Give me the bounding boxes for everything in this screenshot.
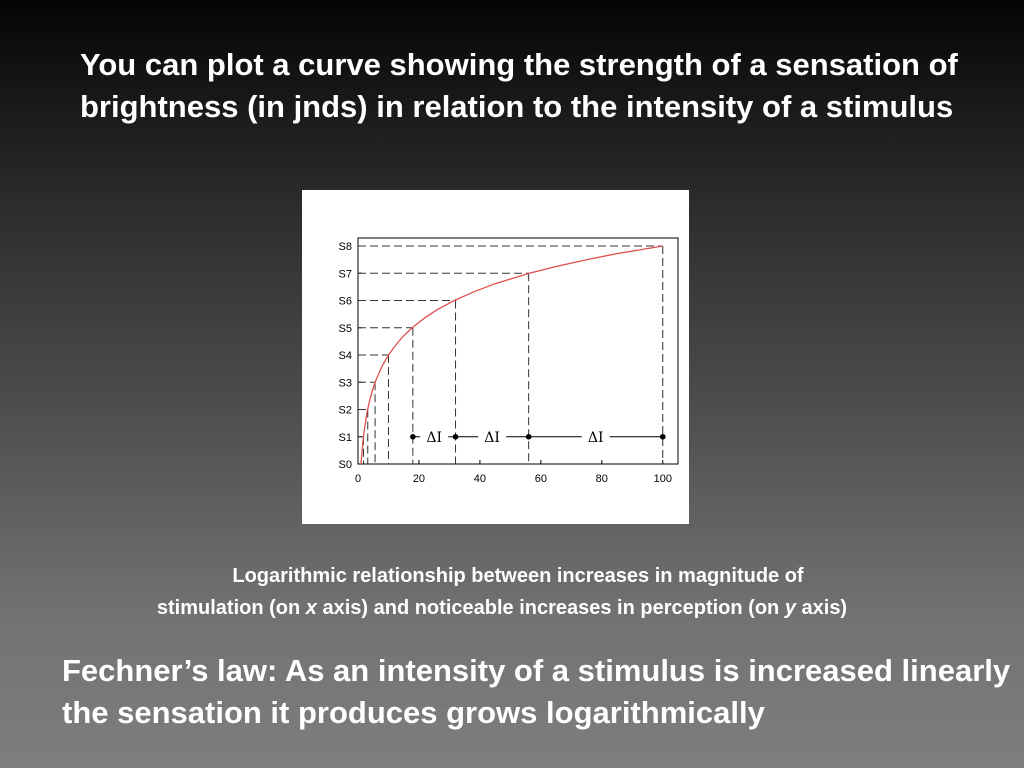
figure-caption bbox=[20, 560, 984, 624]
y-tick-label: S7 bbox=[338, 268, 352, 281]
x-tick-label: 40 bbox=[473, 473, 487, 485]
slide-heading: You can plot a curve showing the strength of a sensation of brightness (in jnds) in relation to the intensity of a stimulus bbox=[80, 47, 958, 124]
chart-figure bbox=[302, 190, 689, 524]
caption-text-c: axis) bbox=[795, 597, 848, 619]
y-tick-label: S5 bbox=[338, 322, 352, 335]
caption-y-var: y bbox=[784, 597, 796, 619]
caption-line-1: Logarithmic relationship between increases in magnitude of bbox=[232, 565, 804, 587]
caption-text-a: stimulation (on bbox=[156, 597, 306, 619]
y-tick-label: S0 bbox=[338, 459, 352, 471]
caption-text-b: axis) and noticeable increases in perception (on bbox=[316, 597, 785, 619]
delta-i-label: ΔI bbox=[426, 429, 443, 446]
delta-marker-dot bbox=[526, 434, 532, 440]
delta-marker-dot bbox=[410, 434, 416, 440]
delta-marker-dot bbox=[660, 434, 666, 440]
delta-i-label: ΔI bbox=[587, 429, 604, 446]
caption-x-var: x bbox=[305, 597, 317, 619]
x-tick-label: 100 bbox=[653, 473, 672, 485]
delta-marker-dot bbox=[453, 434, 459, 440]
y-tick-label: S3 bbox=[338, 377, 352, 390]
y-tick-label: S2 bbox=[338, 404, 352, 417]
delta-i-label: ΔI bbox=[484, 429, 500, 446]
x-tick-label: 60 bbox=[534, 473, 547, 485]
caption-line-2 bbox=[20, 592, 984, 624]
y-tick-label: S1 bbox=[338, 431, 352, 444]
x-tick-label: 20 bbox=[412, 473, 426, 485]
fechner-law-statement: Fechner’s law: As an intensity of a stimulus is increased linearly the sensation it produces grows logarithmically bbox=[62, 653, 1011, 730]
y-tick-label: S4 bbox=[338, 350, 352, 362]
log-curve-chart bbox=[302, 190, 689, 524]
y-tick-label: S6 bbox=[338, 295, 352, 308]
sensation-curve bbox=[361, 246, 663, 464]
y-tick-label: S8 bbox=[338, 241, 352, 253]
x-tick-label: 0 bbox=[354, 473, 362, 485]
plot-frame bbox=[358, 238, 678, 464]
x-tick-label: 80 bbox=[595, 473, 608, 485]
